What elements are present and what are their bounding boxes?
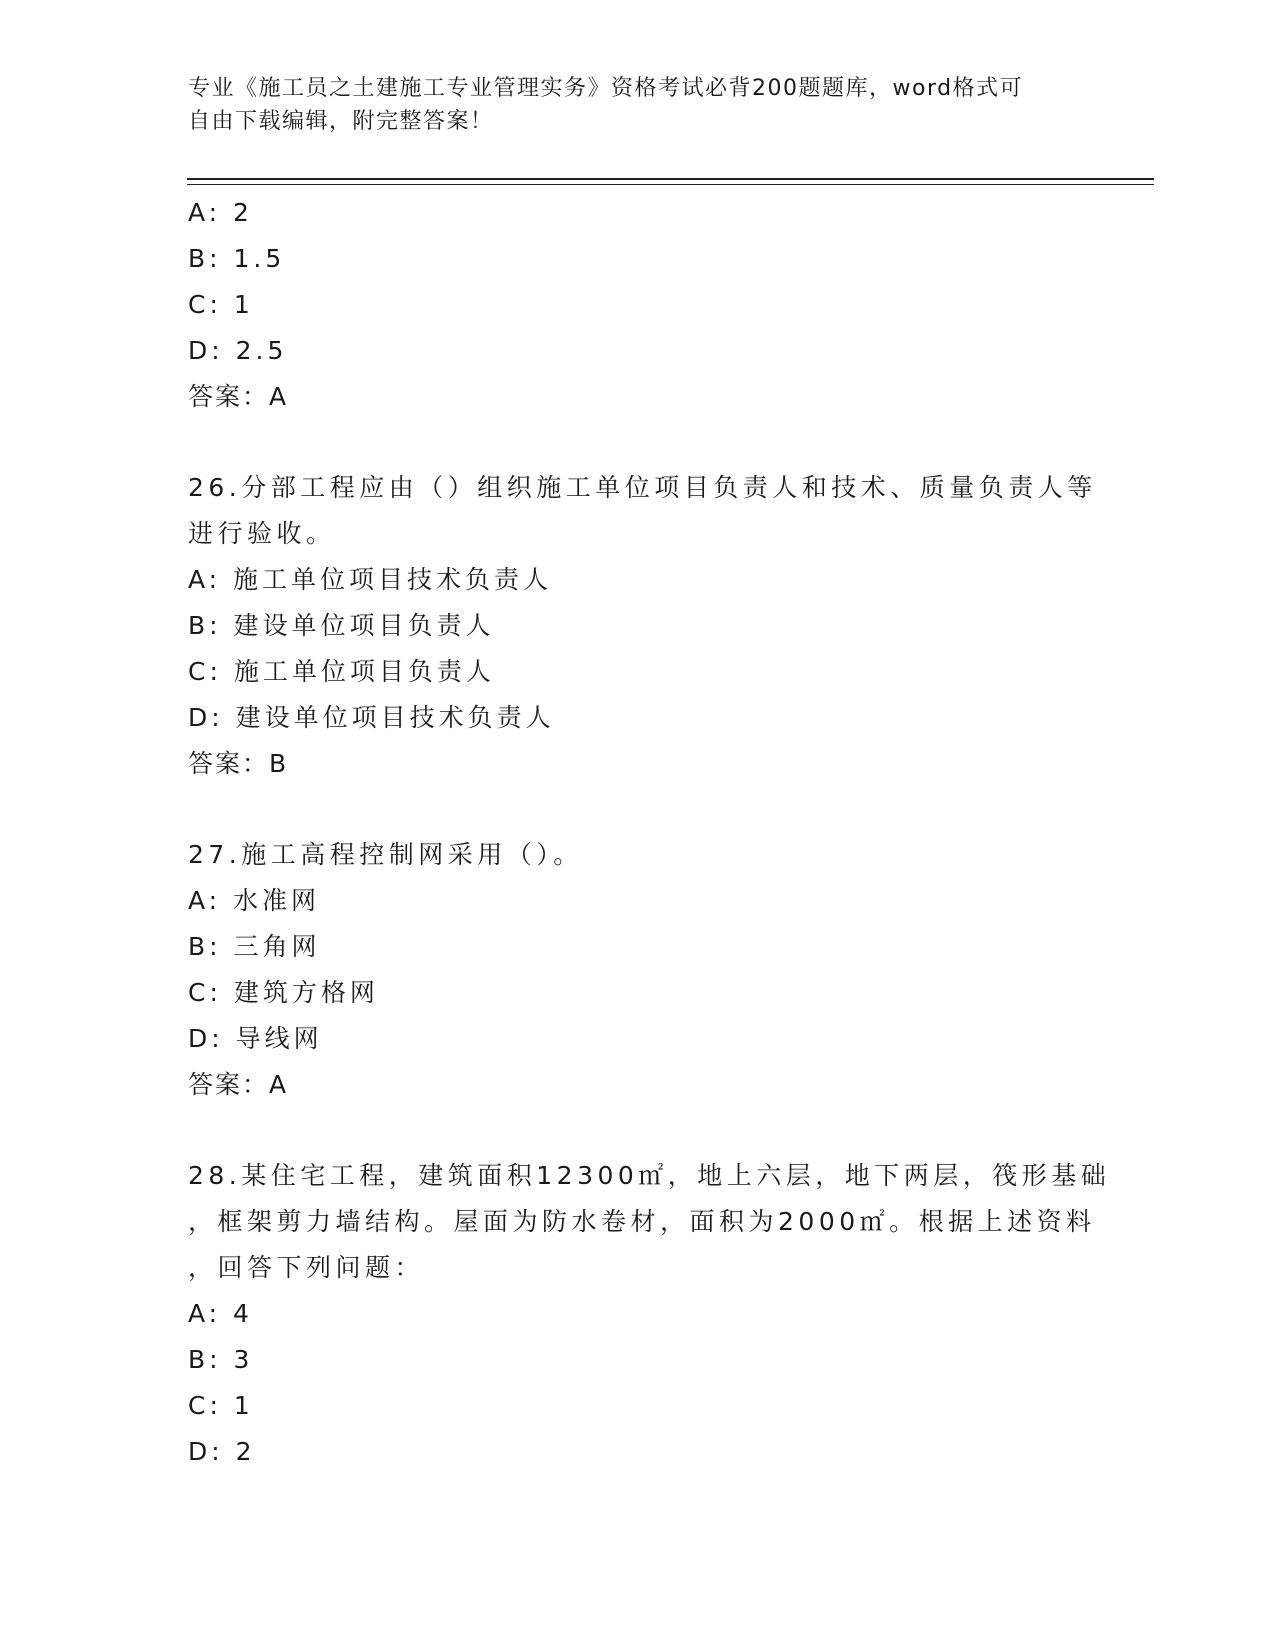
option-a: A: 4	[188, 1299, 253, 1328]
question-block-25	[188, 190, 1088, 420]
question-content	[188, 190, 1111, 1475]
option-d: D: 2.5	[188, 336, 288, 365]
option-d: D: 2	[188, 1437, 256, 1466]
question-stem-line: ，框架剪力墙结构。屋面为防水卷材，面积为2000㎡。根据上述资料	[188, 1207, 1096, 1236]
option-c: C: 施工单位项目负责人	[188, 657, 495, 686]
header-rule-thick	[187, 178, 1154, 180]
question-block-27	[188, 832, 1088, 1108]
option-b: B: 建设单位项目负责人	[188, 611, 495, 640]
option-d: D: 建设单位项目技术负责人	[188, 703, 555, 732]
question-stem-line: 26.分部工程应由（）组织施工单位项目负责人和技术、质量负责人等	[188, 473, 1097, 502]
option-d: D: 导线网	[188, 1024, 323, 1053]
question-stem-line: 进行验收。	[188, 519, 336, 548]
option-c: C: 1	[188, 1391, 254, 1420]
option-b: B: 3	[188, 1345, 254, 1374]
option-b: B: 三角网	[188, 932, 321, 961]
option-c: C: 建筑方格网	[188, 978, 379, 1007]
answer-line: 答案：A	[188, 382, 289, 411]
header-title-line-1: 专业《施工员之土建施工专业管理实务》资格考试必背200题题库，word格式可	[188, 76, 1024, 101]
option-a: A: 水准网	[188, 886, 321, 915]
header-rule-thin	[187, 184, 1154, 185]
option-a: A: 施工单位项目技术负责人	[188, 565, 553, 594]
option-a: A: 2	[188, 198, 253, 227]
option-c: C: 1	[188, 290, 254, 319]
document-header	[188, 72, 1088, 138]
question-block-26	[188, 465, 1097, 787]
option-b: B: 1.5	[188, 244, 286, 273]
question-stem-line: 27.施工高程控制网采用（）。	[188, 840, 583, 869]
answer-line: 答案：B	[188, 749, 289, 778]
answer-line: 答案：A	[188, 1070, 289, 1099]
question-block-28	[188, 1153, 1111, 1475]
question-stem-line: ，回答下列问题：	[188, 1253, 425, 1282]
header-title-line-2: 自由下载编辑，附完整答案！	[188, 109, 494, 134]
question-stem-line: 28.某住宅工程，建筑面积12300㎡，地上六层，地下两层，筏形基础	[188, 1161, 1111, 1190]
